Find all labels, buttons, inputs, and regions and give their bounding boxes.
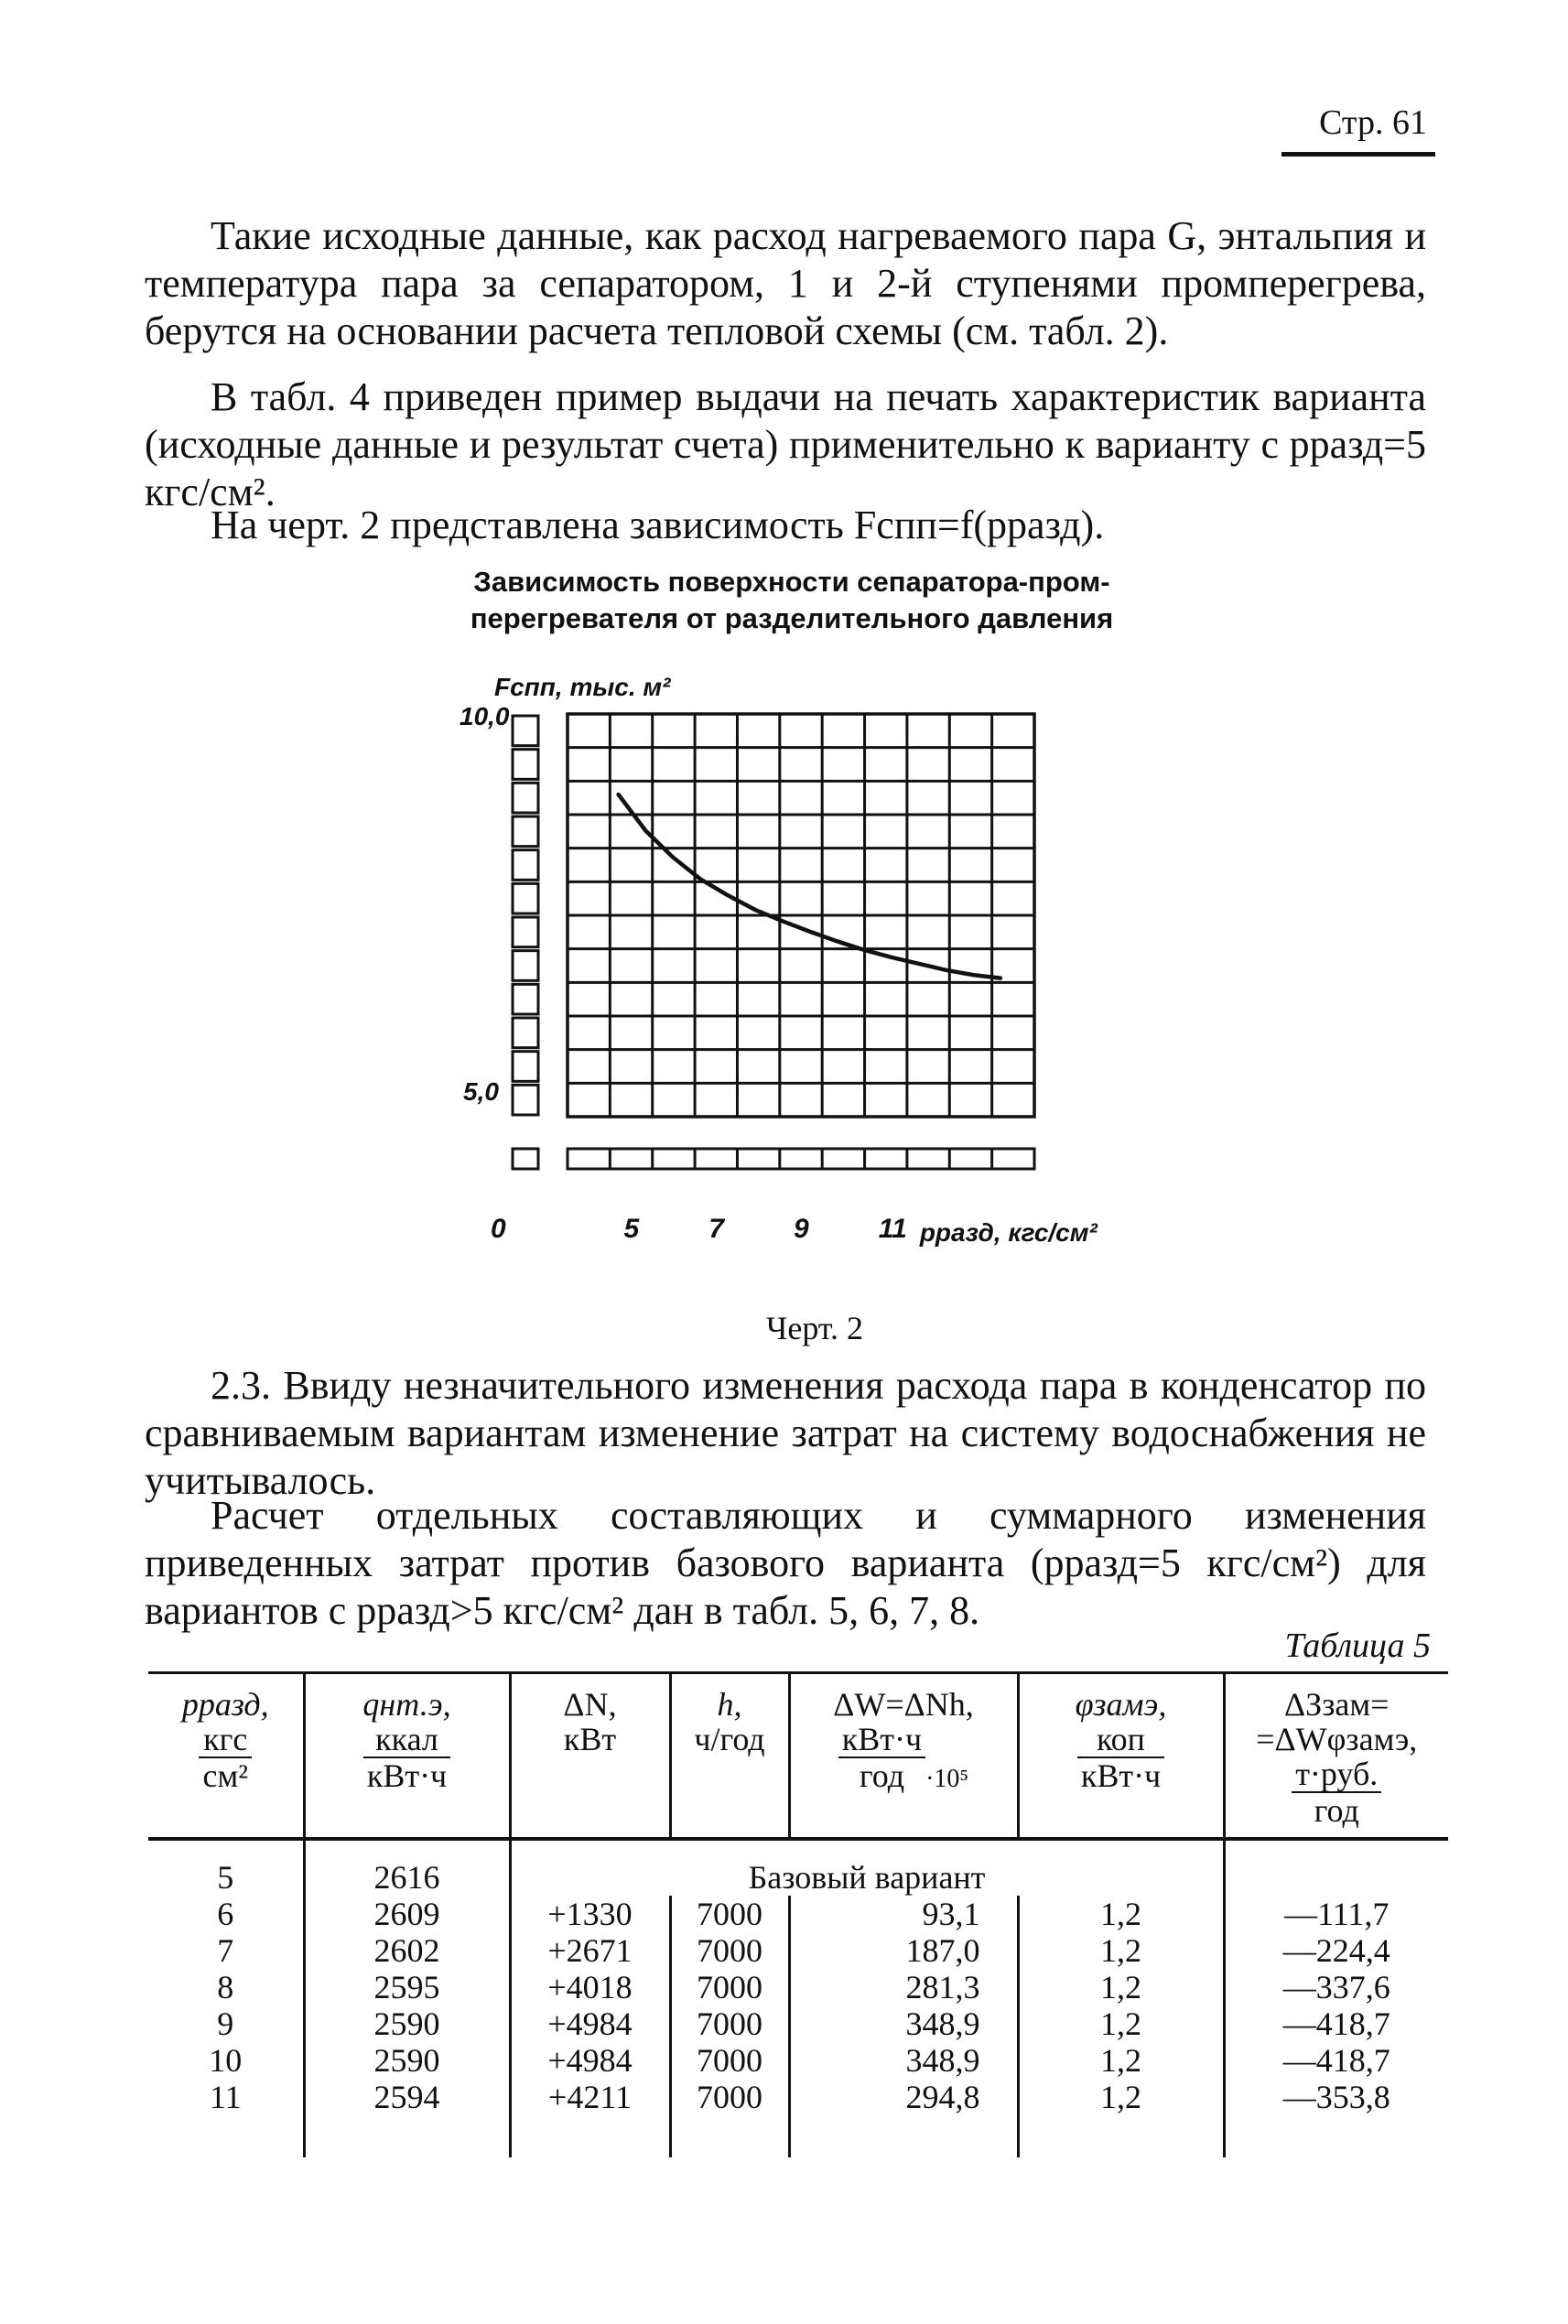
cell-delta-n: +4018 — [510, 1969, 670, 2005]
cell-pressure: 9 — [217, 2005, 234, 2042]
cell-hours: 7000 — [670, 2005, 789, 2042]
x-tick-label: 9 — [794, 1214, 809, 1244]
cell-hours: 7000 — [670, 2079, 789, 2157]
table-row — [148, 2079, 1448, 2157]
page-number: Стр. 61 — [1319, 103, 1427, 142]
chart-grid — [513, 714, 1034, 1169]
cell-heat-rate: 2602 — [304, 1932, 510, 1969]
cell-phi: 1,2 — [1018, 1896, 1224, 1932]
y-axis-cell — [513, 984, 538, 1014]
y-axis-label: Fспп, тыс. м² — [494, 673, 671, 701]
cell-delta-w: 281,3 — [789, 1969, 1018, 2005]
y-axis-cell — [513, 850, 538, 881]
table-row — [148, 2005, 1448, 2042]
cell-heat-rate: 2595 — [304, 1969, 510, 2005]
cell-heat-rate: 2616 — [304, 1839, 510, 1896]
table-5 — [148, 1671, 1448, 2157]
cell-heat-rate: 2594 — [304, 2079, 510, 2157]
table-row — [148, 1896, 1448, 1932]
header-heat-rate: qнт.э, $\frac{\text{ккал}}{\text{кВт·ч}}$ — [304, 1673, 510, 1840]
cell-hours: 7000 — [670, 1896, 789, 1932]
y-axis-cell — [513, 816, 538, 847]
cell-phi: 1,2 — [1018, 2079, 1224, 2157]
table-title: Таблица 5 — [1284, 1627, 1431, 1665]
paragraph-condenser-note: 2.3. Ввиду незначительного изменения расхода пара в конденсатор по сравниваемым вариантам изменение затрат на систему водоснабжения не учитывалось. — [145, 1363, 1426, 1503]
cell-pressure: 11 — [209, 2079, 242, 2115]
cell-heat-rate: 2590 — [304, 2042, 510, 2079]
cell-hours: 7000 — [670, 1932, 789, 1969]
cell-delta-w: 93,1 — [789, 1896, 1018, 1932]
x-axis-origin-cell — [513, 1149, 538, 1169]
y-axis-cell — [513, 750, 538, 780]
x-tick-label: 7 — [708, 1214, 724, 1244]
cell-delta-z — [1224, 1839, 1448, 1896]
y-axis-cell — [513, 951, 538, 981]
table-header-row — [148, 1673, 1448, 1840]
paragraph-calculation-note: Расчет отдельных составляющих и суммарного изменения приведенных затрат против базового варианта (pразд=5 кгс/см²) для вариантов с pразд>5 кгс/см² дан в табл. 5, 6, 7, 8. — [145, 1493, 1426, 1633]
cell-heat-rate: 2609 — [304, 1896, 510, 1932]
y-axis-cell — [513, 917, 538, 947]
header-hours: h, ч/год — [670, 1673, 789, 1840]
cell-delta-z: —337,6 — [1224, 1969, 1448, 2005]
x-tick-label: 5 — [623, 1214, 640, 1244]
cell-pressure: 10 — [209, 2042, 243, 2079]
cell-delta-w: 187,0 — [789, 1932, 1018, 1969]
cell-delta-w: 348,9 — [789, 2042, 1018, 2079]
header-delta-z: ΔЗзам= =ΔWφзамэ, $\frac{\text{т·руб.}}{\text{год}}$ — [1224, 1673, 1448, 1840]
cell-heat-rate: 2590 — [304, 2005, 510, 2042]
cell-delta-z: —353,8 — [1224, 2079, 1448, 2157]
cell-phi: 1,2 — [1018, 1932, 1224, 1969]
page-number-rule — [1281, 152, 1435, 157]
paragraph-initial-data: Такие исходные данные, как расход нагреваемого пара G, энтальпия и температура пара за сепаратором, 1 и 2-й ступенями промперегрева, берутся на основании расчета тепловой схемы (см. табл. 2). — [145, 213, 1426, 353]
cell-phi: 1,2 — [1018, 1969, 1224, 2005]
y-axis-cell — [513, 883, 538, 913]
cell-base-variant: Базовый вариант — [510, 1839, 1224, 1896]
cell-delta-z: —224,4 — [1224, 1932, 1448, 1969]
table-row — [148, 1839, 1448, 1896]
series-line — [619, 794, 1000, 978]
cell-delta-z: —418,7 — [1224, 2005, 1448, 2042]
y-axis-cell — [513, 783, 538, 813]
paragraph-table4-reference: В табл. 4 приведен пример выдачи на печать характеристик варианта (исходные данные и результат счета) применительно к варианту с pразд=5 кгс/см². — [145, 374, 1426, 514]
chart-series — [619, 794, 1000, 978]
x-tick-label: 11 — [878, 1214, 907, 1244]
cell-delta-n: +4984 — [510, 2042, 670, 2079]
y-axis-cell — [513, 1085, 538, 1115]
header-delta-n: ΔN, кВт — [510, 1673, 670, 1840]
header-delta-w: ΔW=ΔNh, $\frac{\text{кВт·ч}}{\text{год}}$ ·10⁵ — [789, 1673, 1018, 1840]
cell-pressure: 8 — [217, 1969, 234, 2005]
cell-pressure: 6 — [217, 1896, 234, 1932]
x-axis-label: pразд, кгс/см² — [919, 1218, 1098, 1247]
cell-phi: 1,2 — [1018, 2042, 1224, 2079]
table-row — [148, 1932, 1448, 1969]
cell-hours: 7000 — [670, 2042, 789, 2079]
cell-delta-n: +1330 — [510, 1896, 670, 1932]
paragraph-chart-reference: На черт. 2 представлена зависимость Fспп=f(pразд). — [211, 503, 1105, 547]
cell-hours: 7000 — [670, 1969, 789, 2005]
table-row — [148, 2042, 1448, 2079]
y-axis-cell — [513, 1052, 538, 1082]
cell-delta-w: 348,9 — [789, 2005, 1018, 2042]
header-pressure: pразд, $\frac{\text{кгс}}{\text{см²}}$ — [181, 1686, 269, 1794]
chart-title-line1: Зависимость поверхности сепаратора-пром- — [473, 566, 1110, 598]
cell-delta-n: +4211 — [510, 2079, 670, 2157]
chart-caption: Черт. 2 — [766, 1310, 863, 1346]
cell-delta-n: +4984 — [510, 2005, 670, 2042]
x-tick-label: 0 — [491, 1214, 506, 1244]
y-axis-cell — [513, 716, 538, 746]
separator-surface-chart — [439, 659, 1172, 1300]
cell-pressure: 5 — [217, 1859, 234, 1896]
cell-pressure: 7 — [217, 1932, 234, 1969]
cell-phi: 1,2 — [1018, 2005, 1224, 2042]
table-row — [148, 1969, 1448, 2005]
cell-delta-w: 294,8 — [789, 2079, 1018, 2157]
chart-title-line2: перегревателя от разделительного давления — [470, 602, 1114, 634]
y-tick-label: 5,0 — [463, 1077, 499, 1106]
x-axis-strip — [568, 1149, 1034, 1169]
y-tick-label: 10,0 — [460, 702, 510, 730]
y-axis-cell — [513, 1018, 538, 1048]
cell-delta-n: +2671 — [510, 1932, 670, 1969]
header-phi: φзамэ, $\frac{\text{коп}}{\text{кВт·ч}}$ — [1018, 1673, 1224, 1840]
cell-delta-z: —111,7 — [1224, 1896, 1448, 1932]
cell-delta-z: —418,7 — [1224, 2042, 1448, 2079]
